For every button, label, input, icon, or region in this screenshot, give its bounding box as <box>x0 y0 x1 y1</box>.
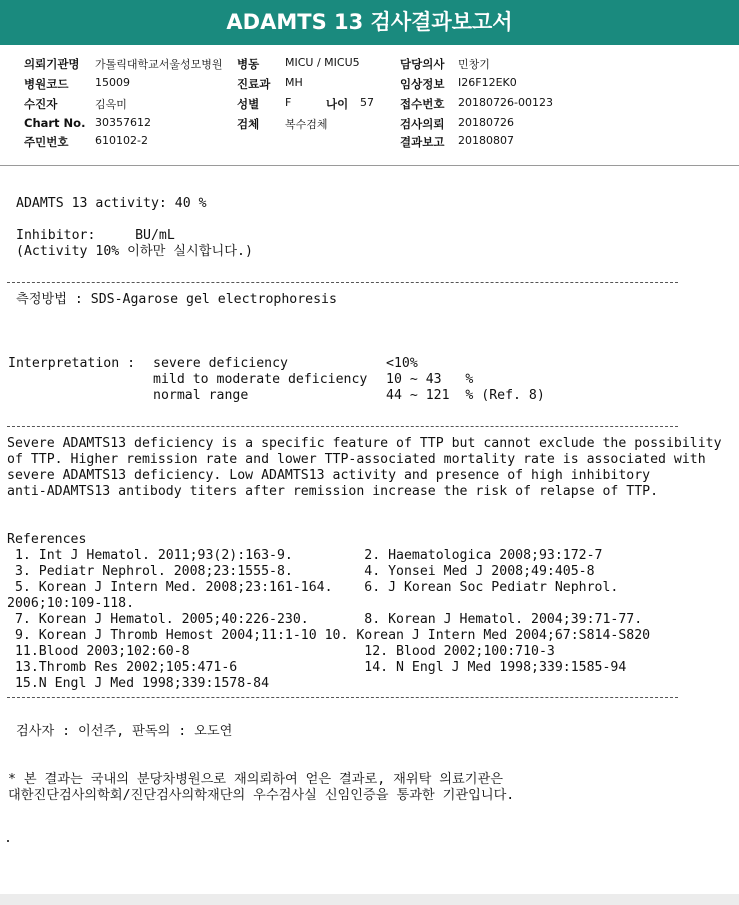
request-date-label: 검사의뢰 <box>400 117 445 131</box>
age-value: 57 <box>360 96 374 109</box>
institution-value: 가톨릭대학교서울성모병원 <box>95 58 223 71</box>
comment-line: anti-ADAMTS13 antibody titers after remission increase the risk of relapse of TTP. <box>7 484 659 499</box>
clinical-info-label: 임상정보 <box>400 77 445 91</box>
recipient-value: 김옥미 <box>95 98 127 111</box>
footnote-line: 대한진단검사의학회/진단검사의학재단의 우수검사실 신임인증을 통과한 기관입니다. <box>8 788 515 803</box>
interpretation-range: 44 ~ 121 % (Ref. 8) <box>386 388 545 403</box>
specimen-value: 복수검체 <box>285 118 328 131</box>
reference-line: 5. Korean J Intern Med. 2008;23:161-164. 6. J Korean Soc Pediatr Nephrol. <box>7 580 619 595</box>
specimen-label: 검체 <box>237 117 260 131</box>
reference-line: 7. Korean J Hematol. 2005;40:226-230. 8. Korean J Hematol. 2004;39:71-77. <box>7 612 643 627</box>
interpretation-label: Interpretation : <box>8 356 136 371</box>
activity-result: ADAMTS 13 activity: 40 % <box>16 196 207 211</box>
interpretation-range: <10% <box>386 356 418 371</box>
reference-line: 9. Korean J Thromb Hemost 2004;11:1-10 10. Korean J Intern Med 2004;67:S814-S820 <box>7 628 651 643</box>
bottom-band <box>0 894 739 905</box>
ward-value: MICU / MICU5 <box>285 56 360 69</box>
speck-mark <box>7 840 9 842</box>
reference-line: 3. Pediatr Nephrol. 2008;23:1555-8. 4. Yonsei Med J 2008;49:405-8 <box>7 564 595 579</box>
doctor-value: 민창기 <box>458 58 490 71</box>
hospital-code-label: 병원코드 <box>24 77 69 91</box>
comment-line: severe ADAMTS13 deficiency. Low ADAMTS13 activity and presence of high inhibitory <box>7 468 651 483</box>
report-date-value: 20180807 <box>458 134 514 147</box>
receipt-no-label: 접수번호 <box>400 97 445 111</box>
dept-label: 진료과 <box>237 77 271 91</box>
comment-line: Severe ADAMTS13 deficiency is a specific feature of TTP but cannot exclude the possibility <box>7 436 722 451</box>
comment-line: of TTP. Higher remission rate and lower TTP-associated mortality rate is associated with <box>7 452 706 467</box>
recipient-label: 수진자 <box>24 97 58 111</box>
report-date-label: 결과보고 <box>400 135 445 149</box>
interpretation-category: severe deficiency <box>153 356 288 371</box>
inhibitor-note: (Activity 10% 이하만 실시합니다.) <box>16 244 253 259</box>
interpretation-category: mild to moderate deficiency <box>153 372 368 387</box>
receipt-no-value: 20180726-00123 <box>458 96 553 109</box>
interpretation-category: normal range <box>153 388 249 403</box>
sex-label: 성별 <box>237 97 260 111</box>
separator-line <box>7 697 678 698</box>
resident-no-value: 610102-2 <box>95 134 148 147</box>
clinical-info-value: I26F12EK0 <box>458 76 517 89</box>
doctor-label: 담당의사 <box>400 57 445 71</box>
examiner-line: 검사자 : 이선주, 판독의 : 오도연 <box>16 724 233 739</box>
footnote-line: * 본 결과는 국내의 분당차병원으로 재의뢰하여 얻은 결과로, 재위탁 의료기관은 <box>8 772 503 787</box>
reference-line: 15.N Engl J Med 1998;339:1578-84 <box>7 676 270 691</box>
method-line: 측정방법 : SDS-Agarose gel electrophoresis <box>16 292 337 307</box>
reference-line: 2006;10:109-118. <box>7 596 135 611</box>
report-title: ADAMTS 13 검사결과보고서 <box>0 0 739 45</box>
interpretation-range: 10 ~ 43 % <box>386 372 474 387</box>
references-heading: References <box>7 532 87 547</box>
reference-line: 1. Int J Hematol. 2011;93(2):163-9. 2. Haematologica 2008;93:172-7 <box>7 548 603 563</box>
chart-no-value: 30357612 <box>95 116 151 129</box>
separator-line <box>7 426 678 427</box>
age-label: 나이 <box>326 97 349 111</box>
reference-line: 11.Blood 2003;102:60-8 12. Blood 2002;100:710-3 <box>7 644 555 659</box>
institution-label: 의뢰기관명 <box>24 57 80 71</box>
dept-value: MH <box>285 76 303 89</box>
ward-label: 병동 <box>237 57 260 71</box>
sex-value: F <box>285 96 292 109</box>
reference-line: 13.Thromb Res 2002;105:471-6 14. N Engl J Med 1998;339:1585-94 <box>7 660 627 675</box>
inhibitor-result: Inhibitor: BU/mL <box>16 228 175 243</box>
hospital-code-value: 15009 <box>95 76 130 89</box>
request-date-value: 20180726 <box>458 116 514 129</box>
separator-line <box>7 282 678 283</box>
resident-no-label: 주민번호 <box>24 135 69 149</box>
patient-info-panel <box>0 45 739 166</box>
chart-no-label: Chart No. <box>24 116 86 130</box>
